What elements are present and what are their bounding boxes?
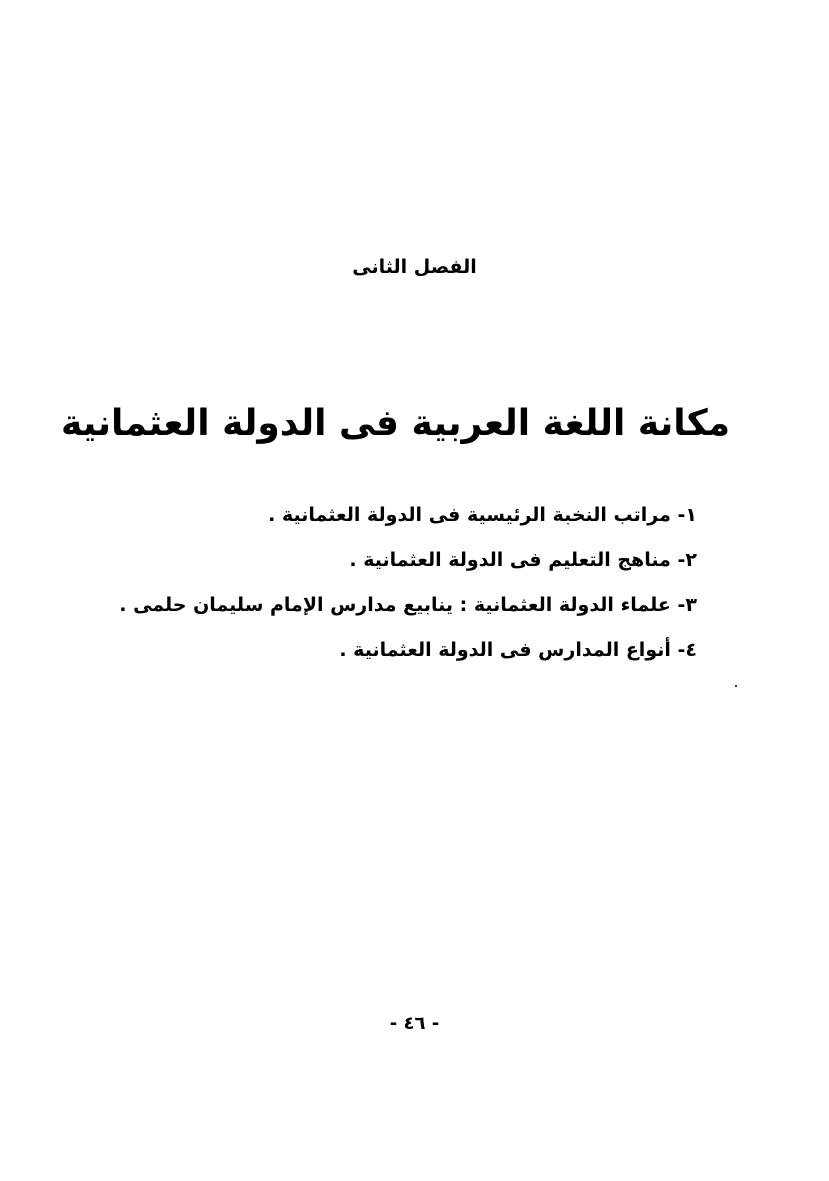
section-list	[97, 500, 697, 680]
page-number: - ٤٦ -	[389, 1013, 440, 1034]
chapter-label: الفصل الثانى	[352, 256, 477, 278]
section-item-1: ١- مراتب النخبة الرئيسية فى الدولة العثمانية .	[268, 504, 697, 526]
chapter-title: مكانة اللغة العربية فى الدولة العثمانية	[60, 403, 730, 444]
section-item-2: ٢- مناهج التعليم فى الدولة العثمانية .	[349, 549, 697, 571]
section-item-4: ٤- أنواع المدارس فى الدولة العثمانية .	[339, 639, 697, 661]
stray-mark	[735, 685, 737, 687]
section-item-3: ٣- علماء الدولة العثمانية : ينابيع مدارس الإمام سليمان حلمى .	[119, 594, 697, 616]
